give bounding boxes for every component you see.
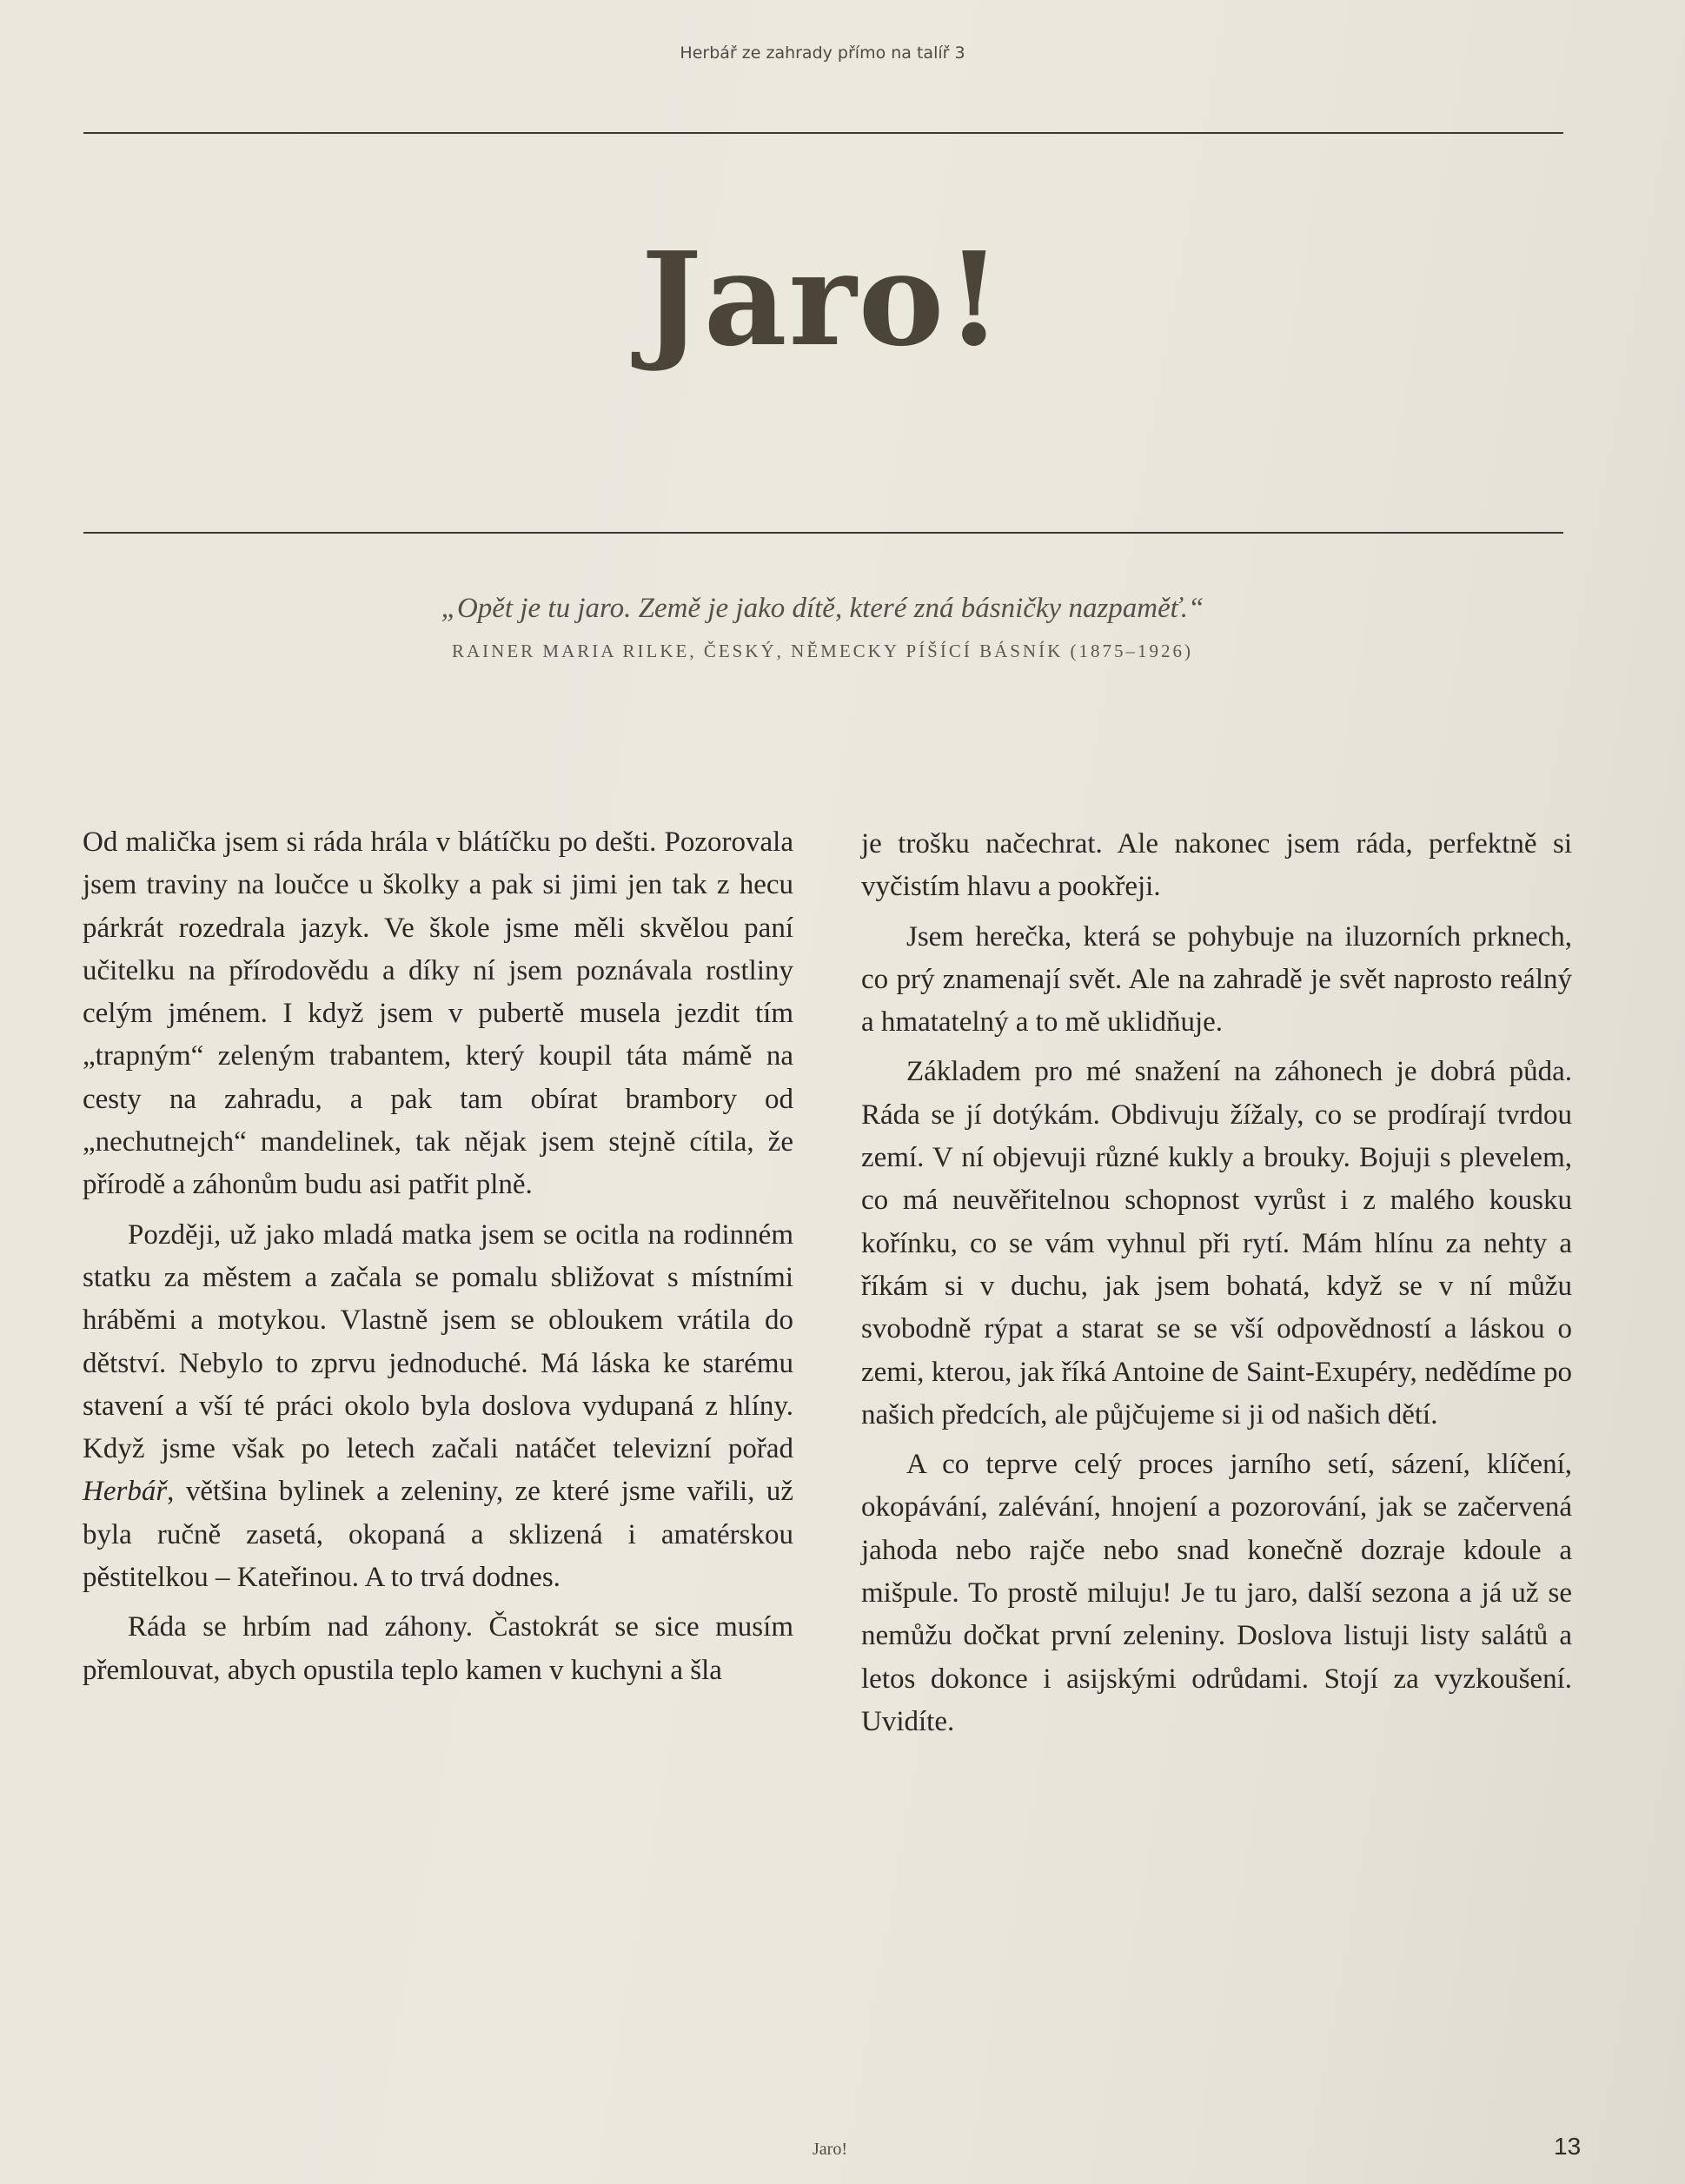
bottom-divider <box>83 532 1563 534</box>
paragraph: je trošku načechrat. Ale nakonec jsem ráda, perfektně si vyčistím hlavu a pookřeji. <box>861 828 1572 903</box>
running-header: Herbář ze zahrady přímo na talíř 3 <box>680 43 965 63</box>
left-column <box>83 821 793 1699</box>
top-divider <box>83 132 1563 134</box>
paragraph: Od malička jsem si ráda hrála v blátíčku po dešti. Pozorovala jsem traviny na loučce u školky a pak si jimi jen tak z hecu párkrát rozedrala jazyk. Ve škole jsme měli skvělou paní učitelku na přírodovědu a díky ní jsem poznávala rostliny celým jménem. I když jsem v pubertě musela jezdit tím „trapným“ zeleným trabantem, který koupil táta mámě na cesty na zahradu, a pak tam obírat brambory od „nechutnejch“ mandelinek, tak nějak jsem stejně cítila, že přírodě a záhonům budu asi patřit plně. <box>83 826 793 1201</box>
epigraph <box>0 593 1645 662</box>
paragraph-text: , většina bylinek a zeleniny, ze které jsme vařili, už byla ručně zasetá, okopaná a sklizená i amatérskou pěstitelkou – Kateřinou. A to trvá dodnes. <box>83 1476 793 1594</box>
paragraph: A co teprve celý proces jarního setí, sázení, klíčení, okopávání, zalévání, hnojení a pozorování, jak se začervená jahoda nebo rajče nebo snad konečně dozraje kdoule a mišpule. To prostě miluju! Je tu jaro, další sezona a já už se nemůžu dočkat první zeleniny. Doslova listuji listy salátů a letos dokonce i asijskými odrůdami. Stojí za vyzkoušení. Uvidíte. <box>861 1449 1572 1737</box>
paragraph <box>83 1214 793 1600</box>
epigraph-author: RAINER MARIA RILKE, ČESKÝ, NĚMECKY PÍŠÍCÍ BÁSNÍK (1875–1926) <box>452 641 1193 661</box>
paragraph: Základem pro mé snažení na záhonech je dobrá půda. Ráda se jí dotýkám. Obdivuju žížaly, co se prodírají tvrdou zemí. V ní objevuji různé kukly a brouky. Bojuji s plevelem, co má neuvěřitelnou schopnost vyrůst i z malého kousku kořínku, co se vám vyhnul při rytí. Mám hlínu za nehty a říkám si v duchu, jak jsem bohatá, když se v ní můžu svobodně rýpat a starat se se vší odpovědností a láskou o zemi, kterou, jak říká Antoine de Saint-Exupéry, nedědíme po našich předcích, ale půjčujeme si ji od našich dětí. <box>861 1056 1572 1431</box>
show-title: Herbář <box>83 1476 168 1508</box>
paragraph: Ráda se hrbím nad záhony. Častokrát se sice musím přemlouvat, abych opustila teplo kamen v kuchyni a šla <box>83 1611 793 1686</box>
running-footer: Jaro! <box>813 2140 847 2159</box>
right-column <box>861 823 1572 1750</box>
epigraph-quote: „Opět je tu jaro. Země je jako dítě, které zná básničky nazpaměť.“ <box>441 593 1204 624</box>
chapter-title: Jaro! <box>640 223 1005 375</box>
paragraph: Jsem herečka, která se pohybuje na iluzorních prknech, co prý znamenají svět. Ale na zahradě je svět naprosto reálný a hmatatelný a to mě uklidňuje. <box>861 920 1572 1039</box>
page-number: 13 <box>1554 2133 1582 2160</box>
paragraph-text: Později, už jako mladá matka jsem se ocitla na rodinném statku za městem a začala se pomalu sbližovat s místními hráběmi a motykou. Vlastně jsem se obloukem vrátila do dětství. Nebylo to zprvu jednoduché. Má láska ke starému stavení a vší té práci okolo byla doslova vydupaná z hlíny. Když jsme však po letech začali natáčet televizní pořad <box>83 1218 793 1465</box>
